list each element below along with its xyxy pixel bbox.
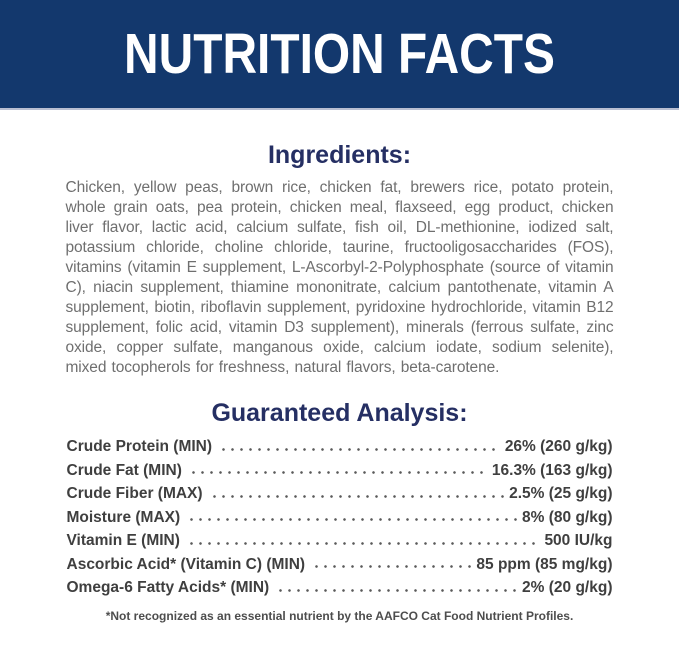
- analysis-label: Crude Protein (MIN): [66, 438, 213, 455]
- analysis-label: Ascorbic Acid* (Vitamin C) (MIN): [66, 555, 306, 573]
- dot-leader: [274, 576, 517, 600]
- analysis-row: [67, 529, 613, 553]
- ingredients-text: Chicken, yellow peas, brown rice, chicken fat, brewers rice, potato protein, whole grain oats, pea protein, chicken meal, flaxseed, egg product, chicken liver flavor, lactic acid, calcium sulfate, fish oil, DL-methionine, iodized salt, potassium chloride, choline chloride, taurine, fructooligosaccharides (FOS), vitamins (vitamin E supplement, L-Ascorbyl-2-Polyphosphate (source of vitamin C), niacin supplement, thiamine mononitrate, calcium pantothenate, vitamin A supplement, biotin, riboflavin supplement, pyridoxine hydrochloride, vitamin B12 supplement, folic acid, vitamin D3 supplement), minerals (ferrous sulfate, zinc oxide, copper sulfate, manganous oxide, calcium iodate, sodium selenite), mixed tocopherols for freshness, natural flavors, beta-carotene.: [65, 179, 614, 376]
- analysis-row: [67, 576, 613, 600]
- analysis-label: Omega-6 Fatty Acids* (MIN): [66, 579, 270, 596]
- dot-leader: [187, 459, 487, 483]
- page-title: NUTRITION FACTS: [124, 21, 555, 86]
- dot-leader: [310, 553, 471, 577]
- ingredients-heading: Ingredients:: [267, 141, 412, 169]
- analysis-label: Crude Fat (MIN): [66, 461, 182, 479]
- analysis-row: [67, 435, 613, 459]
- analysis-value: 16.3% (163 g/kg): [491, 461, 613, 479]
- analysis-row: [67, 506, 613, 530]
- guaranteed-analysis-heading: Guaranteed Analysis:: [211, 399, 468, 427]
- dot-leader: [185, 506, 517, 530]
- analysis-value: 2.5% (25 g/kg): [509, 485, 613, 502]
- guaranteed-analysis-table: [67, 435, 613, 600]
- analysis-label: Vitamin E (MIN): [66, 532, 180, 549]
- dot-leader: [208, 482, 505, 506]
- analysis-row: [67, 553, 613, 577]
- footnote: *Not recognized as an essential nutrient by the AAFCO Cat Food Nutrient Profiles.: [105, 608, 574, 623]
- analysis-row: [67, 459, 613, 483]
- ingredients-section: [0, 110, 679, 378]
- dot-leader: [185, 529, 540, 553]
- analysis-row: [67, 482, 613, 506]
- guaranteed-analysis-section: [0, 378, 679, 600]
- analysis-value: 500 IU/kg: [544, 532, 613, 549]
- analysis-label: Crude Fiber (MAX): [66, 485, 203, 502]
- analysis-value: 26% (260 g/kg): [504, 438, 613, 455]
- analysis-value: 2% (20 g/kg): [522, 579, 613, 596]
- dot-leader: [217, 435, 500, 459]
- analysis-label: Moisture (MAX): [66, 508, 181, 526]
- analysis-value: 85 ppm (85 mg/kg): [476, 555, 613, 573]
- footnote-section: [0, 609, 679, 623]
- analysis-value: 8% (80 g/kg): [522, 508, 613, 526]
- header-banner: [0, 0, 679, 110]
